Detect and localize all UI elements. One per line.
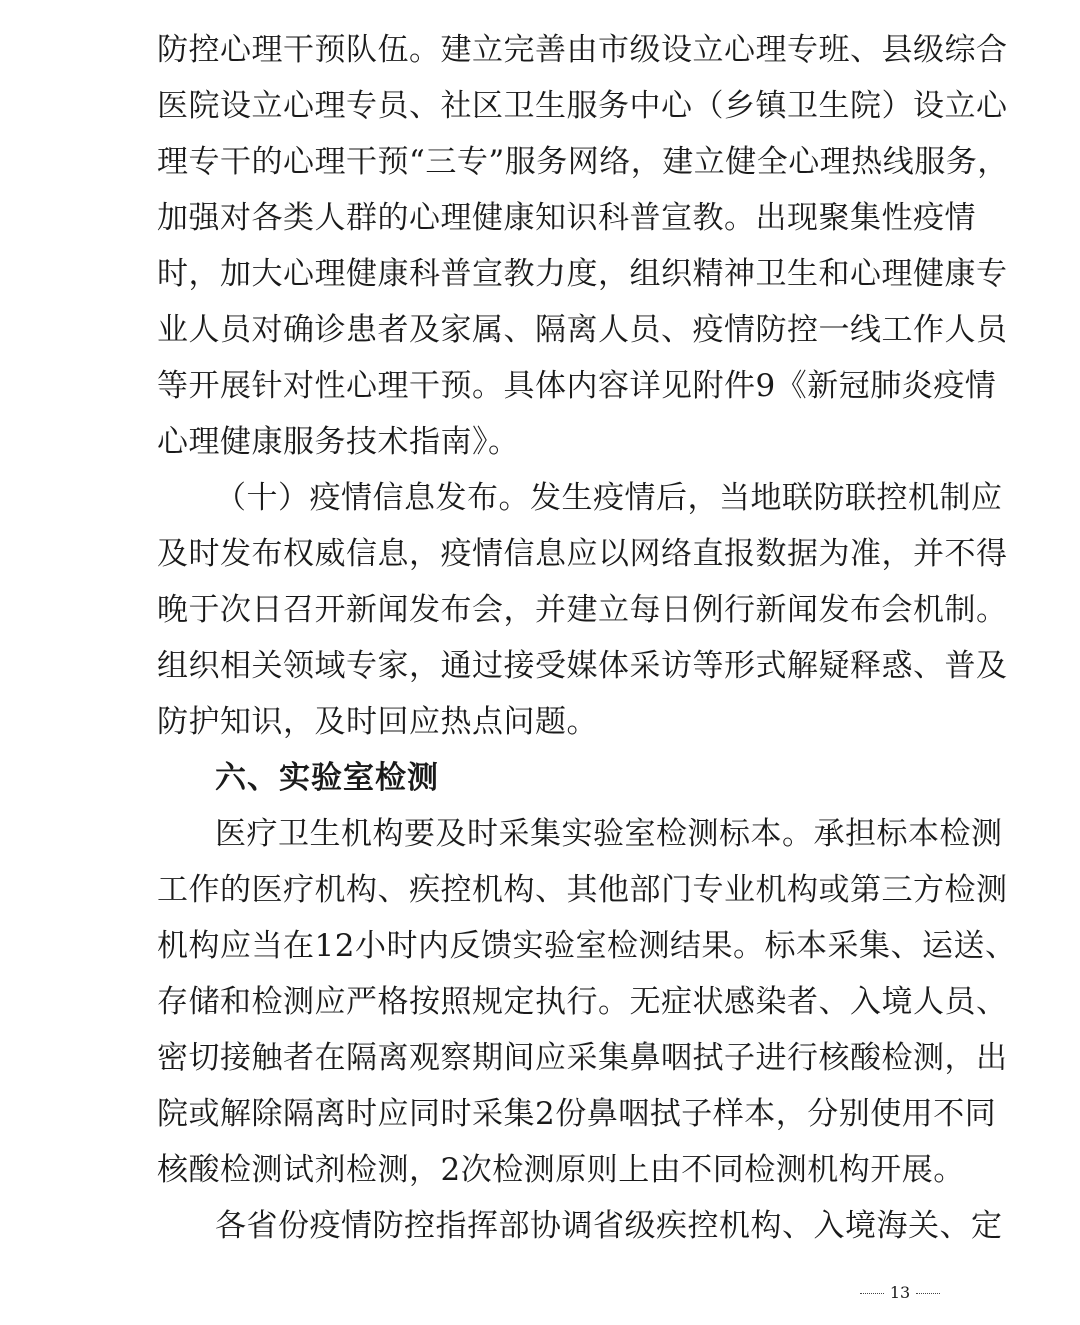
footer-rule-left (860, 1293, 884, 1294)
text-line: （十）疫情信息发布。发生疫情后，当地联防联控机制应 (215, 480, 1003, 516)
footer-rule-right (916, 1293, 940, 1294)
text-line: 各省份疫情防控指挥部协调省级疾控机构、入境海关、定 (215, 1208, 1003, 1244)
text-line: 密切接触者在隔离观察期间应采集鼻咽拭子进行核酸检测，出 (157, 1040, 1008, 1076)
text-line: 及时发布权威信息，疫情信息应以网络直报数据为准，并不得 (157, 536, 1008, 572)
text-line: 医院设立心理专员、社区卫生服务中心（乡镇卫生院）设立心 (157, 88, 1008, 124)
section-heading: 六、实验室检测 (215, 760, 439, 796)
text-line: 时，加大心理健康科普宣教力度，组织精神卫生和心理健康专 (157, 256, 1008, 292)
text-line: 理专干的心理干预“三专”服务网络，建立健全心理热线服务， (157, 144, 1009, 180)
text-line: 存储和检测应严格按照规定执行。无症状感染者、入境人员、 (157, 984, 1008, 1020)
text-line: 防控心理干预队伍。建立完善由市级设立心理专班、县级综合 (157, 32, 1008, 68)
text-line: 组织相关领域专家，通过接受媒体采访等形式解疑释惑、普及 (157, 648, 1008, 684)
text-line: 心理健康服务技术指南》。 (157, 424, 520, 460)
text-line: 加强对各类人群的心理健康知识科普宣教。出现聚集性疫情 (157, 200, 976, 236)
text-line: 业人员对确诊患者及家属、隔离人员、疫情防控一线工作人员 (157, 312, 1008, 348)
text-line: 核酸检测试剂检测，2次检测原则上由不同检测机构开展。 (157, 1152, 965, 1188)
text-line: 院或解除隔离时应同时采集2份鼻咽拭子样本，分别使用不同 (157, 1096, 997, 1132)
text-line: 防护知识，及时回应热点问题。 (157, 704, 598, 740)
page-footer (860, 1281, 940, 1305)
text-line: 晚于次日召开新闻发布会，并建立每日例行新闻发布会机制。 (157, 592, 1008, 628)
page-number: 13 (889, 1283, 911, 1302)
text-line: 工作的医疗机构、疾控机构、其他部门专业机构或第三方检测 (157, 872, 1008, 908)
text-line: 机构应当在12小时内反馈实验室检测结果。标本采集、运送、 (157, 928, 1017, 964)
text-line: 等开展针对性心理干预。具体内容详见附件9《新冠肺炎疫情 (157, 368, 997, 404)
text-line: 医疗卫生机构要及时采集实验室检测标本。承担标本检测 (215, 816, 1003, 852)
